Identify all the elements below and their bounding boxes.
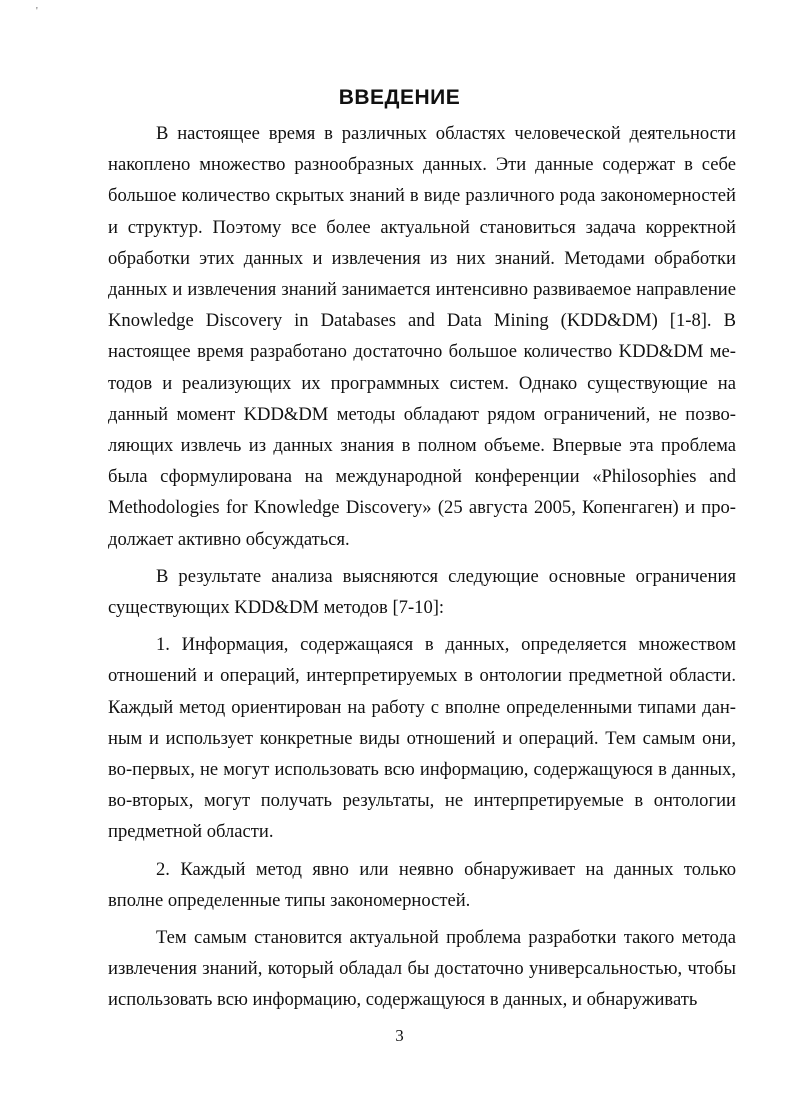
- paragraph-conclusion: Тем самым становится актуальной проблема разработки такого метода извлечения знаний, который обладал бы достаточно универсальностью, чтобы использовать всю информацию, содержащуюся в данных, и обнаруживать: [108, 927, 736, 1011]
- scan-mark: ': [36, 6, 38, 17]
- paragraph-limitation-1: 1. Информация, содержащаяся в данных, определяется множеством отношений и операций, интерпретируемых в онтологии предметной области. Каждый метод ориентирован на работу с вполне определенными типами данным и использует конкретные виды отношений и операций. Тем самым они, во-первых, не могут использовать всю информацию, содержащуюся в данных, во-вторых, могут получать результаты, не интерпретируемые в онтологии предметной области.: [108, 634, 736, 843]
- page-number: 3: [395, 1026, 404, 1045]
- paragraph-limitations-lead: В результате анализа выясняются следующие основные ограничения существующих KDD&DM методов [7-10]:: [108, 565, 736, 619]
- paragraph-limitation-2: 2. Каждый метод явно или неявно обнаруживает на данных только вполне определенные типы закономерностей.: [108, 858, 736, 911]
- body-text: [108, 118, 736, 1016]
- page-title: ВВЕДЕНИЕ: [338, 86, 461, 109]
- paragraph-intro: В настоящее время в различных областях человеческой деятельности накоплено множество разнообразных данных. Эти данные содержат в себе большое количество скрытых знаний в виде различного рода закономерностей и структур. Поэтому все более актуальной становиться задача корректной обработки этих данных и извлечения из них знаний. Методами обработки данных и извлечения знаний занимается интенсивно развиваемое направление Knowledge Discovery in Databases and Data Mining (KDD&DM) [1-8]. В настоящее время разработано достаточно большое количество KDD&DM методов и реализующих их программных систем. Однако существующие на данный момент KDD&DM методы обладают рядом ограничений, не позволяющих извлечь из данных знания в полном объеме. Впервые эта проблема была сформулирована на международной конференции «Philosophies and Methodologies for Knowledge Discovery» (25 августа 2005, Копенгаген) и продолжает активно обсуждаться.: [108, 123, 736, 550]
